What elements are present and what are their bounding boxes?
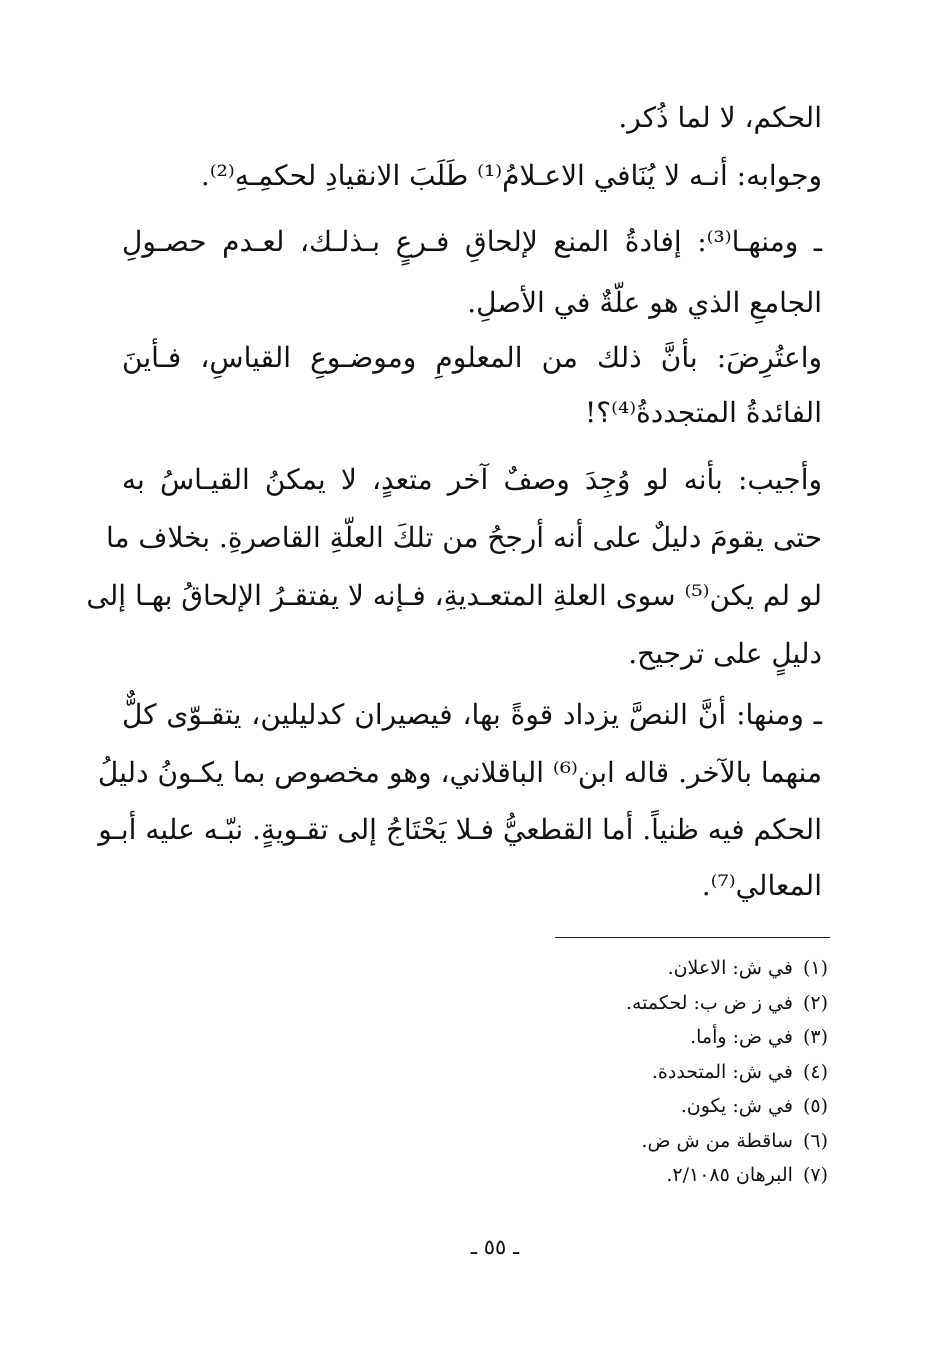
text-line: الحكم، لا لما ذُكر.	[618, 101, 822, 134]
text-line: ـ ومنهـا⁽³⁾: إفادةُ المنع لإلحاقِ فـرعٍ بـذلـك، لعـدم حصـولِ	[122, 225, 822, 258]
text-line: الفائدةُ المتجددةُ⁽⁴⁾؟!	[584, 396, 822, 429]
footnote	[428, 986, 828, 1021]
text-line: ـ ومنها: أنَّ النصَّ يزداد قوةً بها، فيصيران كدليلين، يتقـوّى كلٌّ	[122, 698, 822, 731]
footnote-text: في ش: يكون.	[680, 1095, 793, 1117]
text-line: وجوابه: أنـه لا يُنَافي الاعـلامُ⁽¹⁾ طَلَبَ الانقيادِ لحكمِـهِ⁽²⁾.	[200, 159, 822, 192]
text-line: حتى يقومَ دليلٌ على أنه أرجحُ من تلكَ العلّةِ القاصرةِ. بخلاف ما	[106, 521, 822, 554]
footnotes	[428, 951, 828, 1193]
text-line: واعتُرِضَ: بأنَّ ذلك من المعلومِ وموضـوعِ القياسِ، فـأينَ	[122, 341, 822, 374]
footnote-number: (١)	[802, 957, 828, 979]
footnote-number: (٢)	[802, 991, 828, 1014]
footnote	[428, 1020, 828, 1055]
footnote-text: ساقطة من ش ض.	[641, 1129, 793, 1152]
footnote-number: (٤)	[802, 1060, 828, 1083]
footnote	[428, 951, 828, 986]
footnote-text: في ش: المتحددة.	[651, 1060, 793, 1083]
footnote	[428, 1055, 828, 1090]
text-line: الجامعِ الذي هو علّةٌ في الأصلِ.	[467, 286, 822, 319]
footnote	[428, 1158, 828, 1193]
text-line: منهما بالآخر. قاله ابن⁽⁶⁾ الباقلاني، وهو مخصوص بما يكـونُ دليلُ	[97, 756, 822, 789]
text-line: الحكم فيه ظنياً. أما القطعيُّ فـلا يَحْتَاجُ إلى تقـويةٍ. نبّـه عليه أبـو	[98, 813, 822, 846]
footnote-number: (٦)	[802, 1129, 828, 1152]
footnote	[428, 1124, 828, 1159]
footnote-separator	[555, 937, 830, 938]
footnote-number: (٧)	[802, 1164, 828, 1186]
text-line: وأجيب: بأنه لو وُجِدَ وصفٌ آخر متعدٍ، لا يمكنُ القيـاسُ به	[122, 463, 822, 496]
text-line: لو لم يكن⁽⁵⁾ سوى العلةِ المتعـديةِ، فـإنه لا يفتقـرُ الإلحاقُ بهـا إلى	[86, 579, 822, 612]
footnote-text: البرهان ٢/١٠٨٥.	[666, 1164, 793, 1186]
footnote-text: في ش: الاعلان.	[667, 957, 793, 979]
footnote-number: (٥)	[802, 1095, 828, 1117]
text-line: دليلٍ على ترجيح.	[628, 637, 822, 670]
page-number: ـ ٥٥ ـ	[470, 1235, 520, 1259]
footnote-text: في ض: وأما.	[690, 1026, 793, 1048]
footnote-text: في ز ض ب: لحكمته.	[625, 991, 793, 1014]
footnote-number: (٣)	[802, 1026, 828, 1048]
footnote	[428, 1089, 828, 1124]
text-line: المعالي⁽⁷⁾.	[701, 869, 822, 902]
